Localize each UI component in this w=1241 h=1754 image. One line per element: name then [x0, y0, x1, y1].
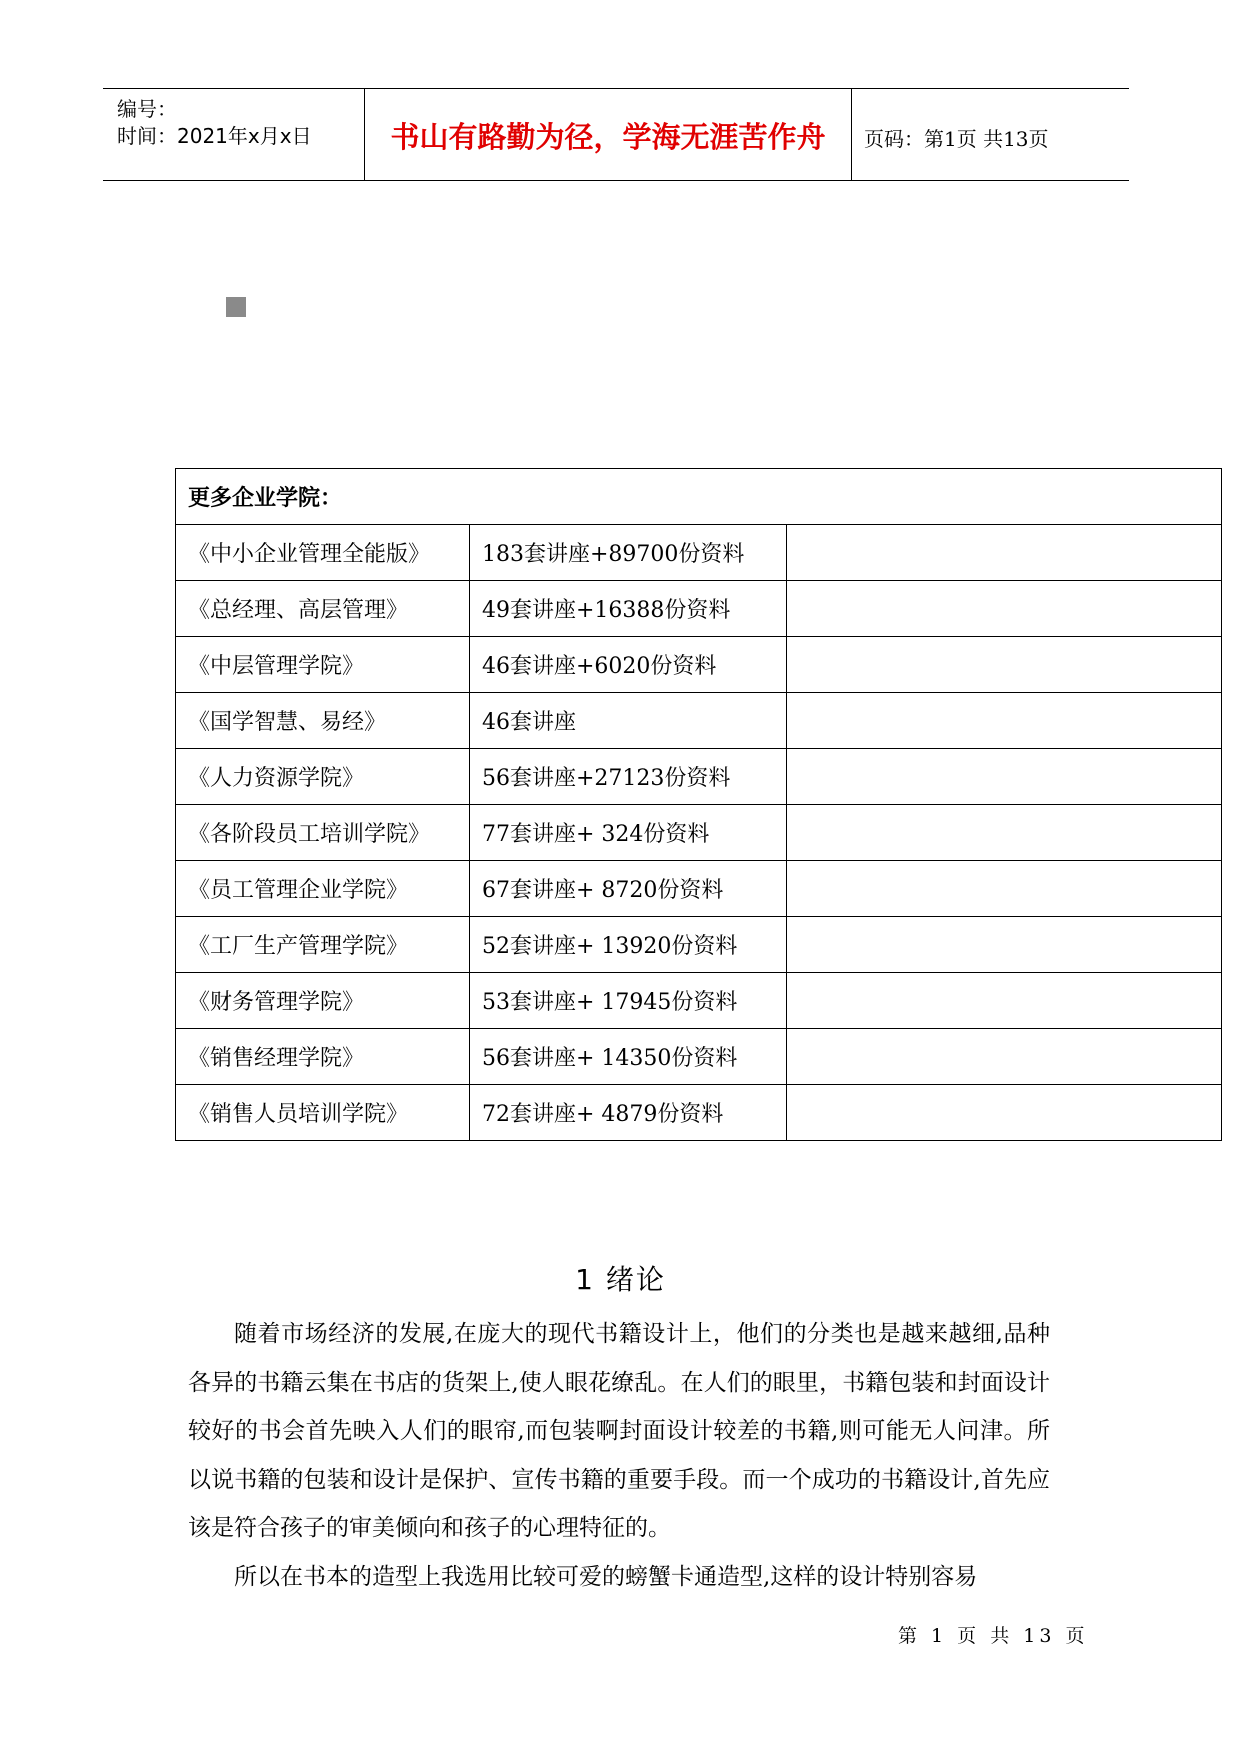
header-motto-cell [365, 89, 852, 180]
academy-name-cell: 《销售经理学院》 [176, 1029, 470, 1085]
academy-detail-cell: 49套讲座+16388份资料 [470, 581, 787, 637]
header-page-cell [852, 89, 1129, 180]
academy-detail-cell: 72套讲座+ 4879份资料 [470, 1085, 787, 1141]
academy-extra-cell [787, 581, 1222, 637]
body-paragraph: 随着市场经济的发展,在庞大的现代书籍设计上，他们的分类也是越来越细,品种各异的书籍云集在书店的货架上,使人眼花缭乱。在人们的眼里，书籍包装和封面设计较好的书会首先映入人们的眼帘,而包装啊封面设计较差的书籍,则可能无人问津。所以说书籍的包装和设计是保护、宣传书籍的重要手段。而一个成功的书籍设计,首先应该是符合孩子的审美倾向和孩子的心理特征的。 [188, 1321, 1050, 1541]
header-motto: 书山有路勤为径，学海无涯苦作舟 [390, 120, 826, 154]
table-row [176, 805, 1222, 861]
table-row [176, 917, 1222, 973]
table-row [176, 749, 1222, 805]
page-header [103, 88, 1129, 181]
academy-name-cell: 《中小企业管理全能版》 [176, 525, 470, 581]
academy-name-cell: 《销售人员培训学院》 [176, 1085, 470, 1141]
academy-extra-cell [787, 805, 1222, 861]
academy-extra-cell [787, 917, 1222, 973]
header-page-info: 页码：第1页 共13页 [864, 127, 1049, 151]
academy-extra-cell [787, 693, 1222, 749]
academy-name-cell: 《各阶段员工培训学院》 [176, 805, 470, 861]
academy-extra-cell [787, 1085, 1222, 1141]
academy-extra-cell [787, 749, 1222, 805]
academy-name-cell: 《员工管理企业学院》 [176, 861, 470, 917]
academy-extra-cell [787, 1029, 1222, 1085]
table-row [176, 861, 1222, 917]
table-row [176, 973, 1222, 1029]
academy-detail-cell: 183套讲座+89700份资料 [470, 525, 787, 581]
square-bullet-icon [226, 297, 246, 317]
academy-detail-cell: 56套讲座+ 14350份资料 [470, 1029, 787, 1085]
document-time-label: 时间：2021年x月x日 [117, 124, 312, 148]
table-row [176, 637, 1222, 693]
academy-name-cell: 《人力资源学院》 [176, 749, 470, 805]
academy-name-cell: 《工厂生产管理学院》 [176, 917, 470, 973]
table-row [176, 1085, 1222, 1141]
academy-detail-cell: 56套讲座+27123份资料 [470, 749, 787, 805]
academy-name-cell: 《国学智慧、易经》 [176, 693, 470, 749]
page-footer: 第 1 页 共 13 页 [898, 1625, 1089, 1647]
academy-detail-cell: 77套讲座+ 324份资料 [470, 805, 787, 861]
document-number-label: 编号： [117, 97, 177, 121]
academy-extra-cell [787, 861, 1222, 917]
body-paragraph: 所以在书本的造型上我选用比较可爱的螃蟹卡通造型,这样的设计特别容易 [234, 1564, 978, 1590]
section-title: 1 绪论 [575, 1263, 666, 1296]
academy-detail-cell: 46套讲座+6020份资料 [470, 637, 787, 693]
table-row [176, 1029, 1222, 1085]
academy-name-cell: 《总经理、高层管理》 [176, 581, 470, 637]
table-row [176, 581, 1222, 637]
academy-extra-cell [787, 973, 1222, 1029]
academy-detail-cell: 67套讲座+ 8720份资料 [470, 861, 787, 917]
academy-extra-cell [787, 525, 1222, 581]
more-academies-table [175, 468, 1222, 1141]
academy-name-cell: 《财务管理学院》 [176, 973, 470, 1029]
academy-detail-cell: 46套讲座 [470, 693, 787, 749]
academy-detail-cell: 52套讲座+ 13920份资料 [470, 917, 787, 973]
academy-detail-cell: 53套讲座+ 17945份资料 [470, 973, 787, 1029]
table-row [176, 525, 1222, 581]
academy-extra-cell [787, 637, 1222, 693]
academy-name-cell: 《中层管理学院》 [176, 637, 470, 693]
table-row [176, 693, 1222, 749]
table-header-row [176, 469, 1222, 525]
table-title: 更多企业学院： [176, 469, 1222, 525]
header-meta-cell [103, 89, 365, 180]
